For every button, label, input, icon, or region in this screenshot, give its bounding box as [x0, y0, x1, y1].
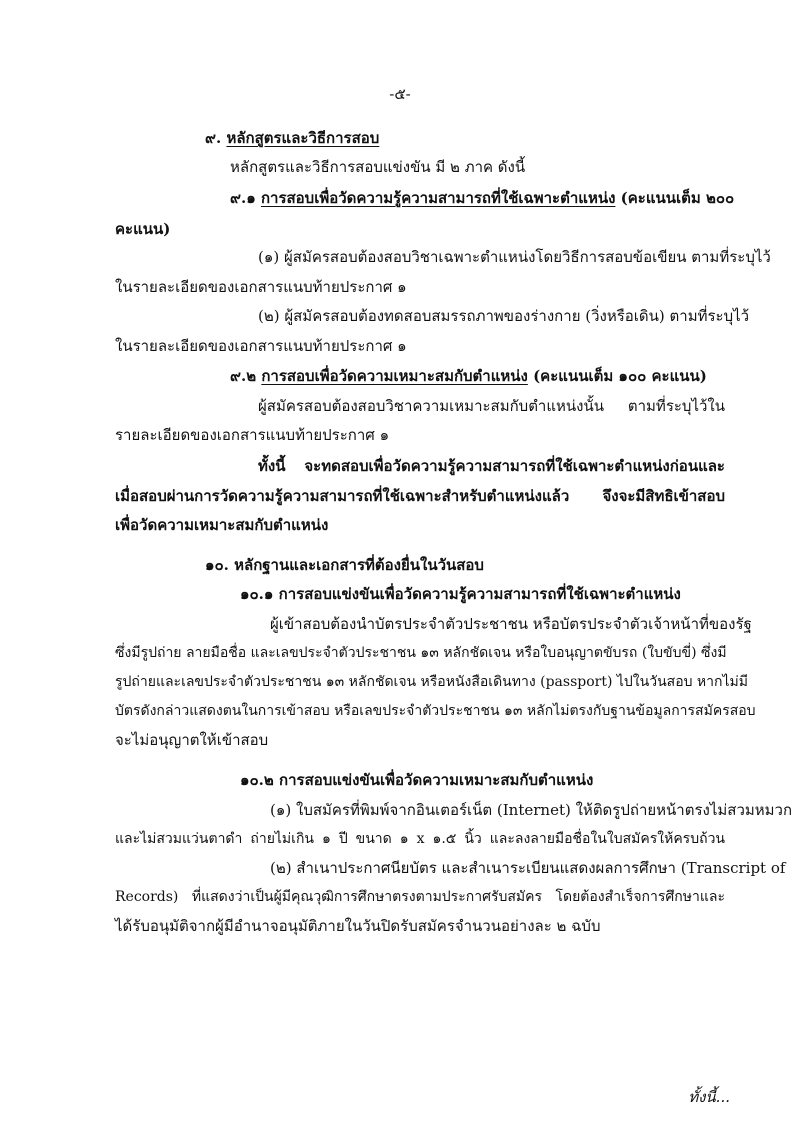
section-9-1-item-1-cont: ในรายละเอียดของเอกสารแนบท้ายประกาศ ๑ — [115, 278, 407, 296]
section-9-2-title: การสอบเพื่อวัดความเหมาะสมกับตำแหน่ง — [261, 367, 528, 385]
section-10-2-item-1-cont: และไม่สวมแว่นตาดำ ถ่ายไม่เกิน ๑ ปี ขนาด ๑ x ๑.๕ นิ้ว และลงลายมือชื่อในใบสมัครให้ครบถ้วน — [115, 831, 725, 847]
section-9-1-number: ๙.๑ — [230, 189, 261, 207]
section-10-1-line-4: บัตรดังกล่าวแสดงตนในการเข้าสอบ หรือเลขประจำตัวประชาชน ๑๓ หลักไม่ตรงกับฐานข้อมูลการสมัครสอบ — [115, 703, 756, 719]
section-9-number: ๙. — [205, 129, 227, 147]
section-9-1-title: การสอบเพื่อวัดความรู้ความสามารถที่ใช้เฉพาะตำแหน่ง — [260, 189, 616, 207]
section-10-2-heading: ๑๐.๒ การสอบแข่งขันเพื่อวัดความเหมาะสมกับตำแหน่ง — [240, 771, 594, 789]
section-9-intro: หลักสูตรและวิธีการสอบแข่งขัน มี ๒ ภาค ดังนี้ — [230, 158, 526, 176]
section-9-2-score: (คะแนนเต็ม ๑๐๐ คะแนน) — [527, 367, 707, 385]
section-9-2-body: ผู้สมัครสอบต้องสอบวิชาความเหมาะสมกับตำแหน่งนั้น ตามที่ระบุไว้ใน — [258, 397, 725, 415]
section-9-heading — [205, 129, 379, 151]
section-10-1-line-2: ซึ่งมีรูปถ่าย ลายมือชื่อ และเลขประจำตัวประชาชน ๑๓ หลักชัดเจน หรือใบอนุญาตขับรถ (ใบขับขี่) ซึ่งมี — [115, 645, 727, 661]
section-9-title: หลักสูตรและวิธีการสอบ — [226, 129, 380, 147]
section-9-note-cont-2: เพื่อวัดความเหมาะสมกับตำแหน่ง — [115, 516, 329, 534]
section-9-note-cont-1: เมื่อสอบผ่านการวัดความรู้ความสามารถที่ใช้เฉพาะสำหรับตำแหน่งแล้ว จึงจะมีสิทธิเข้าสอบ — [115, 487, 725, 505]
section-10-2-item-1: (๑) ใบสมัครที่พิมพ์จากอินเตอร์เน็ต (Internet) ให้ติดรูปถ่ายหน้าตรงไม่สวมหมวก — [270, 801, 793, 819]
section-10-2-item-2: (๒) สำเนาประกาศนียบัตร และสำเนาระเบียนแสดงผลการศึกษา (Transcript of — [270, 859, 786, 877]
section-9-note: ทั้งนี้ จะทดสอบเพื่อวัดความรู้ความสามารถที่ใช้เฉพาะตำแหน่งก่อนและ — [258, 457, 725, 475]
section-9-2-body-cont: รายละเอียดของเอกสารแนบท้ายประกาศ ๑ — [115, 426, 390, 444]
section-9-1-item-1: (๑) ผู้สมัครสอบต้องสอบวิชาเฉพาะตำแหน่งโดยวิธีการสอบข้อเขียน ตามที่ระบุไว้ — [258, 248, 771, 266]
section-9-1-heading — [230, 189, 735, 211]
section-9-2-number: ๙.๒ — [230, 367, 262, 385]
section-10-heading: ๑๐. หลักฐานและเอกสารที่ต้องยื่นในวันสอบ — [205, 556, 484, 574]
section-9-1-score: (คะแนนเต็ม ๒๐๐ — [615, 189, 735, 207]
section-9-1-score-cont: คะแนน) — [115, 220, 171, 238]
section-10-2-item-2-cont-2: ได้รับอนุมัติจากผู้มีอำนาจอนุมัติภายในวันปิดรับสมัครจำนวนอย่างละ ๒ ฉบับ — [115, 917, 601, 935]
section-9-2-heading — [230, 367, 707, 389]
section-9-1-item-2-cont: ในรายละเอียดของเอกสารแนบท้ายประกาศ ๑ — [115, 337, 407, 355]
section-10-1-line-3: รูปถ่ายและเลขประจำตัวประชาชน ๑๓ หลักชัดเจน หรือหนังสือเดินทาง (passport) ไปในวันสอบ หากไม่มี — [115, 674, 749, 690]
section-10-1-heading: ๑๐.๑ การสอบแข่งขันเพื่อวัดความรู้ความสามารถที่ใช้เฉพาะตำแหน่ง — [240, 585, 681, 603]
page-number: -๕- — [389, 85, 411, 103]
section-9-1-item-2: (๒) ผู้สมัครสอบต้องทดสอบสมรรถภาพของร่างกาย (วิ่งหรือเดิน) ตามที่ระบุไว้ — [258, 307, 750, 325]
section-10-1-line-1: ผู้เข้าสอบต้องนำบัตรประจำตัวประชาชน หรือบัตรประจำตัวเจ้าหน้าที่ของรัฐ — [270, 615, 752, 633]
section-10-1-line-5: จะไม่อนุญาตให้เข้าสอบ — [115, 731, 269, 749]
continuation-text: ทั้งนี้... — [688, 1088, 730, 1106]
section-10-2-item-2-cont-1: Records) ที่แสดงว่าเป็นผู้มีคุณวุฒิการศึกษาตรงตามประกาศรับสมัคร โดยต้องสำเร็จการศึกษาและ — [115, 889, 725, 905]
